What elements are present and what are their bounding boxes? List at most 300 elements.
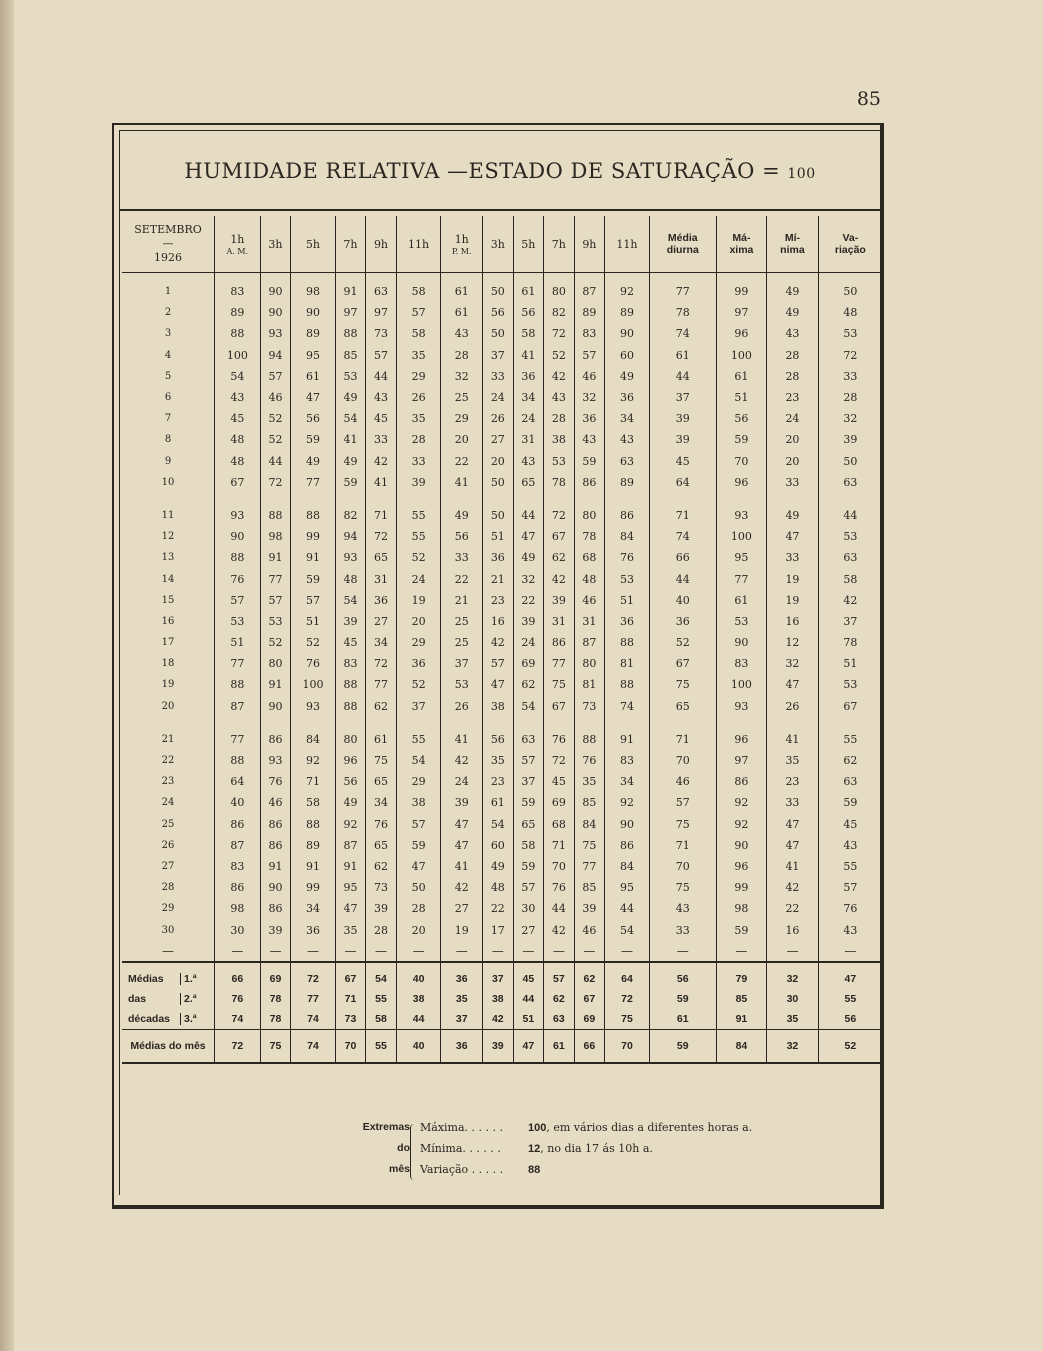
value-cell: 27 (366, 611, 397, 632)
value-cell: 24 (483, 387, 514, 408)
day-cell: 11 (161, 509, 175, 521)
value-cell: 92 (716, 792, 766, 813)
value-cell: 72 (544, 323, 575, 344)
separator-row (122, 962, 882, 969)
day-cell: 3 (164, 328, 172, 340)
value-cell: 86 (574, 472, 605, 493)
value-cell: 29 (441, 408, 483, 429)
value-cell: 36 (513, 366, 544, 387)
day-cell: 10 (161, 476, 175, 488)
value-cell: 53 (716, 611, 766, 632)
value-cell: 43 (649, 898, 716, 919)
spacer-cell (396, 493, 441, 505)
value-cell: 28 (818, 387, 882, 408)
value-cell: 42 (366, 451, 397, 472)
value-cell: 39 (366, 898, 397, 919)
decade-average-value: 55 (366, 989, 397, 1009)
day-cell: 4 (164, 349, 172, 361)
value-cell: 71 (366, 505, 397, 526)
spacer-cell (767, 493, 819, 505)
value-cell: 64 (215, 771, 261, 792)
month-average-value: 74 (291, 1029, 335, 1063)
decade-ordinal: 2.ª (180, 993, 197, 1005)
value-cell: 20 (396, 611, 441, 632)
value-cell: 87 (215, 696, 261, 717)
value-cell: 88 (215, 547, 261, 568)
day-cell: 9 (164, 455, 172, 467)
value-cell: 48 (483, 877, 514, 898)
value-cell: 51 (483, 526, 514, 547)
value-cell: 21 (483, 568, 514, 589)
value-cell: 84 (291, 729, 335, 750)
value-cell: 32 (574, 387, 605, 408)
value-cell: 16 (767, 919, 819, 940)
value-cell: 76 (574, 750, 605, 771)
value-cell: 43 (818, 919, 882, 940)
value-cell: 51 (716, 387, 766, 408)
dash-cell: — (818, 941, 882, 962)
decade-average-value: 55 (818, 989, 882, 1009)
value-cell: 75 (574, 835, 605, 856)
decade-average-value: 56 (649, 969, 716, 989)
value-cell: 99 (716, 877, 766, 898)
value-cell: 84 (605, 856, 650, 877)
value-cell: 77 (215, 653, 261, 674)
value-cell: 53 (605, 568, 650, 589)
value-cell: 65 (513, 814, 544, 835)
value-cell: 94 (335, 526, 366, 547)
day-cell: 19 (161, 679, 175, 691)
value-cell: 55 (396, 505, 441, 526)
spacer-cell (649, 493, 716, 505)
value-cell: 89 (605, 302, 650, 323)
separator-cell (483, 962, 514, 969)
extremes-var-name: Variação . . . . . (420, 1163, 504, 1176)
decade-average-value: 58 (366, 1009, 397, 1030)
spacer-cell (767, 717, 819, 729)
separator-cell (291, 962, 335, 969)
value-cell: 19 (767, 590, 819, 611)
value-cell: 62 (513, 674, 544, 695)
value-cell: 52 (260, 429, 291, 450)
month-average-value: 55 (366, 1029, 397, 1063)
day-cell: 14 (161, 573, 175, 585)
spacer-cell (215, 717, 261, 729)
table-row (122, 792, 882, 813)
value-cell: 100 (291, 674, 335, 695)
value-cell: 57 (215, 590, 261, 611)
value-cell: 58 (396, 273, 441, 303)
value-cell: 29 (396, 771, 441, 792)
value-cell: 77 (544, 653, 575, 674)
table-row (122, 366, 882, 387)
extremes-label: mês (388, 1163, 410, 1175)
decade-average-value: 64 (605, 969, 650, 989)
value-cell: 35 (335, 919, 366, 940)
value-cell: 69 (544, 792, 575, 813)
value-cell: 95 (335, 877, 366, 898)
value-cell: 61 (291, 366, 335, 387)
value-cell: 86 (716, 771, 766, 792)
value-cell: 37 (441, 653, 483, 674)
value-cell: 52 (291, 632, 335, 653)
value-cell: 58 (291, 792, 335, 813)
value-cell: 19 (767, 568, 819, 589)
value-cell: 88 (291, 814, 335, 835)
value-cell: 54 (215, 366, 261, 387)
table-row (122, 472, 882, 493)
value-cell: 56 (513, 302, 544, 323)
value-cell: 78 (818, 632, 882, 653)
value-cell: 61 (441, 273, 483, 303)
dash-cell: — (335, 941, 366, 962)
decade-average-value: 56 (818, 1009, 882, 1030)
dash-cell: — (441, 941, 483, 962)
month-average-row (122, 1029, 882, 1063)
value-cell: 59 (818, 792, 882, 813)
spacer-cell (716, 717, 766, 729)
value-cell: 93 (260, 750, 291, 771)
value-cell: 27 (483, 429, 514, 450)
value-cell: 23 (483, 590, 514, 611)
page-number: 85 (856, 88, 881, 110)
value-cell: 75 (649, 814, 716, 835)
value-cell: 53 (818, 323, 882, 344)
value-cell: 28 (441, 345, 483, 366)
decade-average-value: 47 (818, 969, 882, 989)
value-cell: 43 (513, 451, 544, 472)
value-cell: 24 (513, 632, 544, 653)
value-cell: 75 (366, 750, 397, 771)
value-cell: 72 (818, 345, 882, 366)
value-cell: 26 (441, 696, 483, 717)
extremes-block (280, 1121, 840, 1184)
value-cell: 70 (544, 856, 575, 877)
value-cell: 70 (649, 750, 716, 771)
value-cell: 52 (396, 674, 441, 695)
hour-label: 1h (454, 232, 469, 246)
value-cell: 46 (260, 387, 291, 408)
value-cell: 44 (818, 505, 882, 526)
value-cell: 86 (260, 898, 291, 919)
extremes-max-note: , em vários dias a diferentes horas a. (546, 1121, 753, 1134)
table-row (122, 568, 882, 589)
value-cell: 92 (335, 814, 366, 835)
spacer-cell (483, 717, 514, 729)
value-cell: 41 (366, 472, 397, 493)
spacer-cell (574, 717, 605, 729)
value-cell: 40 (649, 590, 716, 611)
decade-average-row (122, 969, 882, 989)
page-title (120, 159, 880, 183)
value-cell: 80 (574, 505, 605, 526)
value-cell: 89 (574, 302, 605, 323)
value-cell: 91 (605, 729, 650, 750)
value-cell: 46 (260, 792, 291, 813)
value-cell: 52 (544, 345, 575, 366)
table-row (122, 302, 882, 323)
value-cell: 75 (649, 877, 716, 898)
stat-header (818, 216, 882, 273)
value-cell: 47 (291, 387, 335, 408)
day-cell: 5 (164, 370, 172, 382)
value-cell: 93 (716, 696, 766, 717)
spacer-cell (366, 493, 397, 505)
value-cell: 50 (483, 505, 514, 526)
value-cell: 43 (544, 387, 575, 408)
value-cell: 63 (605, 451, 650, 472)
value-cell: 31 (513, 429, 544, 450)
value-cell: 48 (574, 568, 605, 589)
table-row (122, 632, 882, 653)
value-cell: 75 (649, 674, 716, 695)
value-cell: 49 (513, 547, 544, 568)
value-cell: 88 (574, 729, 605, 750)
spacer-cell (818, 493, 882, 505)
value-cell: 91 (291, 856, 335, 877)
spacer-cell (260, 493, 291, 505)
value-cell: 82 (544, 302, 575, 323)
decade-average-value: 69 (574, 1009, 605, 1030)
value-cell: 95 (605, 877, 650, 898)
value-cell: 26 (483, 408, 514, 429)
dash-cell: — (574, 941, 605, 962)
value-cell: 45 (335, 632, 366, 653)
table-row (122, 696, 882, 717)
value-cell: 83 (215, 856, 261, 877)
title-rule (120, 209, 880, 211)
value-cell: 20 (396, 919, 441, 940)
value-cell: 17 (483, 919, 514, 940)
humidity-table (122, 216, 882, 1064)
value-cell: 65 (366, 547, 397, 568)
table-row (122, 674, 882, 695)
value-cell: 89 (291, 835, 335, 856)
value-cell: 99 (716, 273, 766, 303)
value-cell: 44 (260, 451, 291, 472)
value-cell: 72 (260, 472, 291, 493)
dash-cell: — (716, 941, 766, 962)
value-cell: 91 (335, 856, 366, 877)
value-cell: 88 (605, 632, 650, 653)
value-cell: 57 (396, 302, 441, 323)
spacer-cell (574, 493, 605, 505)
value-cell: 43 (215, 387, 261, 408)
value-cell: 19 (441, 919, 483, 940)
value-cell: 44 (544, 898, 575, 919)
hour-label: 11h (616, 237, 638, 251)
value-cell: 33 (649, 919, 716, 940)
value-cell: 39 (396, 472, 441, 493)
decade-average-value: 78 (260, 989, 291, 1009)
value-cell: 42 (544, 568, 575, 589)
value-cell: 80 (260, 653, 291, 674)
day-cell: 16 (161, 615, 175, 627)
hour-header (291, 216, 335, 273)
value-cell: 41 (767, 856, 819, 877)
table-header-row (122, 216, 882, 273)
value-cell: 41 (441, 729, 483, 750)
dash-cell: — (513, 941, 544, 962)
value-cell: 48 (215, 451, 261, 472)
day-cell: 26 (161, 839, 175, 851)
value-cell: 57 (513, 877, 544, 898)
value-cell: 55 (396, 729, 441, 750)
value-cell: 81 (574, 674, 605, 695)
value-cell: 87 (335, 835, 366, 856)
spacer-cell (291, 493, 335, 505)
value-cell: 62 (366, 856, 397, 877)
extremes-var-value (528, 1163, 540, 1176)
value-cell: 60 (483, 835, 514, 856)
hour-label: 11h (408, 237, 430, 251)
decade-average-value: 73 (335, 1009, 366, 1030)
decade-average-label (122, 989, 215, 1009)
value-cell: 93 (215, 505, 261, 526)
value-cell: 59 (396, 835, 441, 856)
value-cell: 80 (335, 729, 366, 750)
separator-cell (441, 962, 483, 969)
hour-label: 7h (343, 237, 358, 251)
value-cell: 90 (260, 696, 291, 717)
value-cell: 50 (818, 273, 882, 303)
table-row (122, 919, 882, 940)
hour-meridiem: A. M. (226, 246, 249, 256)
value-cell: 76 (366, 814, 397, 835)
value-cell: 63 (513, 729, 544, 750)
value-cell: 16 (767, 611, 819, 632)
value-cell: 93 (335, 547, 366, 568)
value-cell: 22 (483, 898, 514, 919)
table-row (122, 505, 882, 526)
spacer-cell (441, 493, 483, 505)
value-cell: 12 (767, 632, 819, 653)
value-cell: 57 (649, 792, 716, 813)
day-cell: 30 (161, 924, 175, 936)
month-average-value: 66 (574, 1029, 605, 1063)
day-cell: 27 (161, 860, 175, 872)
decade-average-value: 75 (605, 1009, 650, 1030)
value-cell: 45 (544, 771, 575, 792)
extremes-min-number: 12 (528, 1143, 541, 1155)
value-cell: 49 (291, 451, 335, 472)
value-cell: 54 (335, 408, 366, 429)
spacer-cell (215, 493, 261, 505)
month-average-value: 61 (544, 1029, 575, 1063)
spacer-cell (441, 717, 483, 729)
value-cell: 72 (544, 750, 575, 771)
value-cell: 89 (605, 472, 650, 493)
value-cell: 96 (335, 750, 366, 771)
spacer-cell (716, 493, 766, 505)
value-cell: 86 (605, 505, 650, 526)
value-cell: 90 (716, 835, 766, 856)
value-cell: 61 (716, 590, 766, 611)
value-cell: 74 (605, 696, 650, 717)
separator-cell (513, 962, 544, 969)
value-cell: 38 (544, 429, 575, 450)
value-cell: 61 (441, 302, 483, 323)
decade-average-value: 54 (366, 969, 397, 989)
value-cell: 67 (649, 653, 716, 674)
extremes-max-number: 100 (528, 1122, 547, 1134)
dash-cell: — (260, 941, 291, 962)
extremes-max-name: Máxima. . . . . . (420, 1121, 503, 1134)
decade-average-label (122, 1009, 215, 1030)
value-cell: 30 (513, 898, 544, 919)
value-cell: 54 (483, 814, 514, 835)
value-cell: 35 (396, 345, 441, 366)
value-cell: 70 (716, 451, 766, 472)
day-cell: 25 (161, 818, 175, 830)
month-average-value: 59 (649, 1029, 716, 1063)
value-cell: 65 (649, 696, 716, 717)
table-row (122, 323, 882, 344)
value-cell: 43 (574, 429, 605, 450)
value-cell: 90 (605, 814, 650, 835)
month-average-value: 47 (513, 1029, 544, 1063)
value-cell: 57 (260, 366, 291, 387)
value-cell: 36 (396, 653, 441, 674)
value-cell: 95 (716, 547, 766, 568)
value-cell: 33 (396, 451, 441, 472)
value-cell: 88 (605, 674, 650, 695)
value-cell: 47 (483, 674, 514, 695)
value-cell: 43 (441, 323, 483, 344)
value-cell: 39 (818, 429, 882, 450)
decade-average-value: 66 (215, 969, 261, 989)
decade-average-value: 51 (513, 1009, 544, 1030)
month-average-value: 36 (441, 1029, 483, 1063)
value-cell: 61 (649, 345, 716, 366)
dash-cell: — (605, 941, 650, 962)
extremes-min-note: , no dia 17 ás 10h a. (540, 1142, 653, 1155)
value-cell: 71 (649, 505, 716, 526)
value-cell: 63 (818, 771, 882, 792)
hour-header (483, 216, 514, 273)
decade-label-word: décadas (128, 1012, 171, 1025)
decade-average-value: 35 (767, 1009, 819, 1030)
value-cell: 35 (483, 750, 514, 771)
value-cell: 30 (215, 919, 261, 940)
value-cell: 64 (649, 472, 716, 493)
decade-average-value: 38 (396, 989, 441, 1009)
value-cell: 63 (818, 472, 882, 493)
decade-average-value: 44 (513, 989, 544, 1009)
value-cell: 23 (767, 387, 819, 408)
value-cell: 88 (215, 750, 261, 771)
value-cell: 46 (649, 771, 716, 792)
value-cell: 59 (291, 429, 335, 450)
value-cell: 39 (335, 611, 366, 632)
value-cell: 96 (716, 729, 766, 750)
spacer-cell (366, 717, 397, 729)
value-cell: 23 (483, 771, 514, 792)
value-cell: 42 (544, 919, 575, 940)
value-cell: 75 (544, 674, 575, 695)
stat-header-line2: nima (780, 244, 805, 256)
value-cell: 92 (605, 792, 650, 813)
value-cell: 70 (649, 856, 716, 877)
decade-average-value: 30 (767, 989, 819, 1009)
stat-header (649, 216, 716, 273)
value-cell: 35 (396, 408, 441, 429)
value-cell: 28 (767, 366, 819, 387)
value-cell: 32 (818, 408, 882, 429)
value-cell: 78 (649, 302, 716, 323)
value-cell: 73 (574, 696, 605, 717)
value-cell: 71 (544, 835, 575, 856)
